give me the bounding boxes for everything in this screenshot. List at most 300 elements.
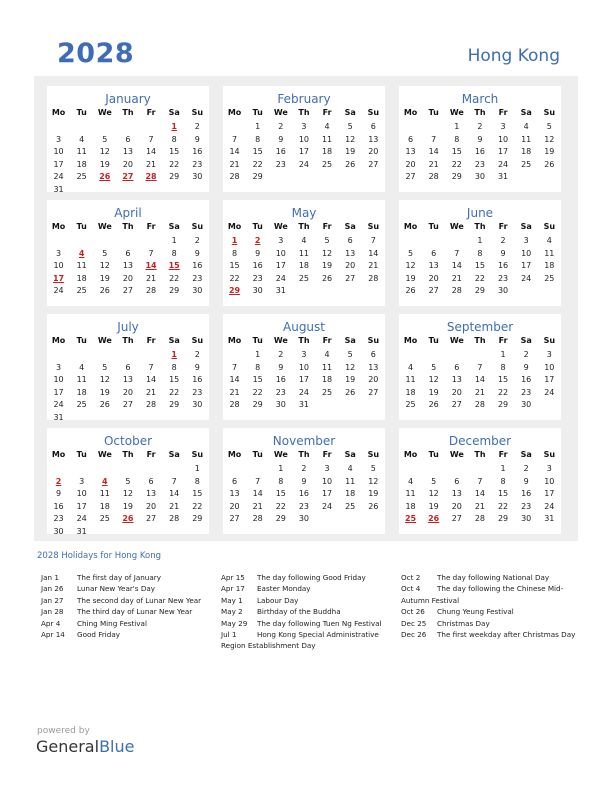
weekday-label: We xyxy=(273,222,288,231)
day-cell: 4 xyxy=(79,134,85,144)
day-cell: 13 xyxy=(428,261,439,271)
weekday-label: Su xyxy=(543,108,556,117)
day-cell: 20 xyxy=(368,147,379,157)
day-cell: 12 xyxy=(99,261,110,271)
holiday-entry xyxy=(41,618,221,629)
weekday-label: Fr xyxy=(146,108,156,117)
day-cell: 10 xyxy=(53,375,64,385)
day-cell: 25 xyxy=(76,172,87,182)
weekday-label: Mo xyxy=(51,222,66,231)
weekday-label: Sa xyxy=(520,450,532,459)
week-row xyxy=(47,122,209,134)
empty-day-cell xyxy=(163,413,186,425)
day-cell: 19 xyxy=(368,489,379,499)
empty-day-cell xyxy=(316,514,339,526)
day-cell: 17 xyxy=(544,489,555,499)
day-cell: 4 xyxy=(408,362,414,372)
day-cell: 30 xyxy=(192,286,203,296)
day-cell: 1 xyxy=(255,122,261,131)
day-cell: 15 xyxy=(497,375,509,385)
day-cell: 21 xyxy=(252,501,263,511)
empty-day-cell xyxy=(116,527,139,539)
day-cell: 16 xyxy=(192,261,203,271)
day-cell: 27 xyxy=(122,400,134,410)
day-cell: 29 xyxy=(169,286,180,296)
day-cell: 3 xyxy=(500,122,506,131)
day-cell: 30 xyxy=(521,514,532,524)
holiday-name: The day following Tuen Ng Festival xyxy=(257,618,382,628)
empty-day-cell xyxy=(339,400,362,412)
day-cell: 1 xyxy=(194,464,200,473)
week-row xyxy=(399,135,561,147)
month-name: April xyxy=(114,206,142,220)
day-cell: 24 xyxy=(497,159,509,169)
holiday-entry xyxy=(41,629,221,640)
holiday-name: Hong Kong Special Administrative Region Establishment Day xyxy=(221,630,379,651)
day-cell: 4 xyxy=(78,248,85,258)
day-cell: 14 xyxy=(229,375,240,385)
day-cell: 2 xyxy=(194,350,200,359)
empty-day-cell xyxy=(362,286,385,298)
day-cell: 2 xyxy=(500,236,506,245)
day-cell: 23 xyxy=(275,159,286,169)
empty-day-cell xyxy=(93,527,116,539)
day-cell: 18 xyxy=(321,375,333,385)
day-cell: 25 xyxy=(99,514,110,524)
week-row xyxy=(223,350,385,362)
day-cell: 13 xyxy=(368,362,379,372)
weekday-label: Tu xyxy=(428,450,439,459)
holiday-date: May 29 xyxy=(221,618,248,628)
empty-day-cell xyxy=(93,413,116,425)
day-cell: 1 xyxy=(171,236,177,245)
day-cell: 27 xyxy=(451,400,462,410)
day-cell: 12 xyxy=(99,375,110,385)
week-row xyxy=(399,249,561,261)
day-cell: 3 xyxy=(56,362,62,372)
day-cell: 21 xyxy=(145,273,157,283)
day-cell: 5 xyxy=(408,248,414,258)
day-cell: 5 xyxy=(347,350,353,359)
day-cell: 9 xyxy=(523,476,529,486)
day-cell: 31 xyxy=(275,286,286,296)
empty-day-cell xyxy=(47,464,70,476)
day-cell: 23 xyxy=(192,159,203,169)
day-cell: 8 xyxy=(171,362,177,372)
holidays-title: 2028 Holidays for Hong Kong xyxy=(37,551,162,561)
day-cell: 24 xyxy=(76,514,87,524)
holiday-entry xyxy=(41,572,221,583)
day-cell: 15 xyxy=(169,147,180,157)
week-row xyxy=(47,274,209,286)
empty-day-cell xyxy=(515,172,538,184)
day-cell: 23 xyxy=(521,501,532,511)
day-cell: 10 xyxy=(544,362,555,372)
week-row xyxy=(223,274,385,286)
weekday-label: We xyxy=(97,108,112,117)
empty-day-cell xyxy=(47,350,70,362)
day-cell: 20 xyxy=(229,501,240,511)
weekday-label: Sa xyxy=(520,336,532,345)
day-cell: 30 xyxy=(192,172,203,182)
weekday-label: Fr xyxy=(498,450,508,459)
holiday-entry xyxy=(401,606,581,617)
day-cell: 11 xyxy=(321,134,333,144)
day-cell: 18 xyxy=(544,261,555,271)
weekday-label: Su xyxy=(543,336,556,345)
day-cell: 5 xyxy=(546,122,552,131)
day-cell: 7 xyxy=(431,134,437,144)
weekday-label: Sa xyxy=(168,450,180,459)
day-cell: 3 xyxy=(546,350,552,359)
empty-day-cell xyxy=(399,350,422,362)
holiday-date: Jan 26 xyxy=(41,584,64,594)
brand-part-1: General xyxy=(36,737,100,756)
day-cell: 22 xyxy=(192,501,203,511)
weekday-header xyxy=(399,222,561,234)
day-cell: 21 xyxy=(368,261,379,271)
week-row xyxy=(223,514,385,526)
weekday-label: Mo xyxy=(227,222,242,231)
day-cell: 28 xyxy=(145,172,157,182)
day-cell: 23 xyxy=(192,273,203,283)
day-cell: 20 xyxy=(451,387,462,397)
day-cell: 23 xyxy=(298,501,310,511)
empty-day-cell xyxy=(186,185,209,197)
weekday-label: Mo xyxy=(227,450,242,459)
weekday-label: Th xyxy=(298,222,310,231)
weekday-label: Su xyxy=(367,336,380,345)
day-cell: 15 xyxy=(474,261,486,271)
day-cell: 11 xyxy=(544,248,555,258)
day-cell: 22 xyxy=(169,159,180,169)
day-cell: 6 xyxy=(232,476,238,486)
weekday-label: Fr xyxy=(322,336,332,345)
week-row xyxy=(399,274,561,286)
week-row xyxy=(223,286,385,298)
weekday-label: Mo xyxy=(227,336,242,345)
day-cell: 3 xyxy=(56,134,62,144)
day-cell: 10 xyxy=(497,134,509,144)
day-cell: 24 xyxy=(298,159,310,169)
weekday-label: Th xyxy=(122,108,134,117)
week-row xyxy=(399,489,561,501)
day-cell: 13 xyxy=(405,147,416,157)
week-row xyxy=(47,350,209,362)
week-row xyxy=(223,172,385,184)
day-cell: 17 xyxy=(53,387,64,397)
day-cell: 3 xyxy=(301,122,307,131)
week-row xyxy=(399,363,561,375)
day-cell: 17 xyxy=(497,147,509,157)
day-cell: 29 xyxy=(228,286,241,296)
month-name: August xyxy=(283,320,325,334)
day-cell: 20 xyxy=(405,159,416,169)
holiday-name: The first day of January xyxy=(77,573,161,582)
day-cell: 13 xyxy=(229,489,240,499)
week-row xyxy=(223,502,385,514)
day-cell: 14 xyxy=(145,261,157,271)
day-cell: 22 xyxy=(275,501,286,511)
day-cell: 8 xyxy=(500,476,506,486)
day-cell: 16 xyxy=(521,375,532,385)
week-row xyxy=(223,160,385,172)
weekday-label: Tu xyxy=(428,222,439,231)
holiday-entry xyxy=(401,572,581,583)
day-cell: 26 xyxy=(428,400,439,410)
day-cell: 12 xyxy=(345,134,356,144)
day-cell: 19 xyxy=(544,147,555,157)
empty-day-cell xyxy=(140,185,163,197)
day-cell: 28 xyxy=(169,514,180,524)
week-row xyxy=(223,477,385,489)
holiday-entry xyxy=(221,629,401,652)
day-cell: 1 xyxy=(477,236,483,245)
weekday-label: Su xyxy=(191,108,204,117)
day-cell: 26 xyxy=(99,172,111,182)
month-name: October xyxy=(103,434,153,448)
day-cell: 21 xyxy=(229,159,240,169)
day-cell: 1 xyxy=(454,122,460,131)
weekday-label: Tu xyxy=(252,450,263,459)
week-row xyxy=(223,363,385,375)
day-cell: 27 xyxy=(345,273,356,283)
week-row xyxy=(399,286,561,298)
week-row xyxy=(223,261,385,273)
day-cell: 25 xyxy=(404,514,417,524)
empty-day-cell xyxy=(223,350,246,362)
day-cell: 31 xyxy=(298,400,310,410)
holiday-name: Ching Ming Festival xyxy=(77,618,147,628)
day-cell: 9 xyxy=(278,134,284,144)
day-cell: 25 xyxy=(76,286,87,296)
empty-day-cell xyxy=(140,122,163,134)
empty-day-cell xyxy=(116,413,139,425)
week-row xyxy=(47,160,209,172)
day-cell: 12 xyxy=(428,489,439,499)
month-name: June xyxy=(466,206,494,220)
empty-day-cell xyxy=(163,185,186,197)
day-cell: 18 xyxy=(298,261,310,271)
empty-day-cell xyxy=(422,350,445,362)
empty-day-cell xyxy=(70,122,93,134)
weekday-header xyxy=(223,336,385,348)
weekday-label: Mo xyxy=(403,336,418,345)
day-cell: 7 xyxy=(148,134,154,144)
day-cell: 16 xyxy=(497,261,509,271)
empty-day-cell xyxy=(140,413,163,425)
day-cell: 10 xyxy=(76,489,87,499)
day-cell: 26 xyxy=(428,514,440,524)
month-march xyxy=(399,86,561,192)
day-cell: 8 xyxy=(171,248,177,258)
day-cell: 2 xyxy=(55,476,62,486)
empty-day-cell xyxy=(468,350,491,362)
weekday-header xyxy=(47,450,209,462)
holiday-date: Oct 4 xyxy=(401,584,421,594)
day-cell: 21 xyxy=(145,159,157,169)
empty-day-cell xyxy=(70,413,93,425)
empty-day-cell xyxy=(140,464,163,476)
day-cell: 14 xyxy=(474,489,486,499)
day-cell: 25 xyxy=(544,273,555,283)
holiday-entry xyxy=(401,618,581,629)
day-cell: 26 xyxy=(345,387,356,397)
day-cell: 26 xyxy=(122,514,134,524)
weekday-label: We xyxy=(97,450,112,459)
empty-day-cell xyxy=(246,464,269,476)
weekday-label: Mo xyxy=(227,108,242,117)
powered-by-text: powered by xyxy=(37,726,90,736)
holiday-name: Labour Day xyxy=(257,595,299,605)
week-row xyxy=(399,122,561,134)
empty-day-cell xyxy=(538,286,561,298)
week-row xyxy=(399,400,561,412)
day-cell: 5 xyxy=(324,236,330,245)
day-cell: 28 xyxy=(145,400,157,410)
day-cell: 24 xyxy=(53,286,64,296)
day-cell: 29 xyxy=(169,400,180,410)
holiday-date: Apr 17 xyxy=(221,584,245,594)
weekday-label: Tu xyxy=(76,336,87,345)
day-cell: 21 xyxy=(428,159,439,169)
day-cell: 4 xyxy=(408,476,414,486)
day-cell: 29 xyxy=(252,400,263,410)
week-row xyxy=(47,261,209,273)
weekday-header xyxy=(47,222,209,234)
weekday-label: Tu xyxy=(252,108,263,117)
day-cell: 13 xyxy=(451,375,462,385)
day-cell: 17 xyxy=(544,375,555,385)
empty-day-cell xyxy=(116,236,139,248)
day-cell: 13 xyxy=(122,147,134,157)
day-cell: 28 xyxy=(252,514,263,524)
weekday-label: Sa xyxy=(344,222,356,231)
day-cell: 24 xyxy=(53,400,64,410)
holiday-date: Dec 25 xyxy=(401,618,427,628)
week-row xyxy=(47,477,209,489)
empty-day-cell xyxy=(93,350,116,362)
week-row xyxy=(223,489,385,501)
weekday-label: Mo xyxy=(403,450,418,459)
month-name: September xyxy=(446,320,514,334)
day-cell: 5 xyxy=(102,362,108,372)
day-cell: 7 xyxy=(171,476,177,486)
day-cell: 12 xyxy=(321,248,333,258)
holiday-name: The third day of Lunar New Year xyxy=(77,607,193,617)
day-cell: 23 xyxy=(474,159,486,169)
day-cell: 3 xyxy=(523,236,529,245)
day-cell: 30 xyxy=(192,400,203,410)
brand-part-2: Blue xyxy=(99,737,135,756)
day-cell: 2 xyxy=(523,464,529,473)
day-cell: 8 xyxy=(477,248,483,258)
day-cell: 24 xyxy=(275,273,286,283)
week-row xyxy=(47,375,209,387)
weekday-label: We xyxy=(449,450,464,459)
day-cell: 9 xyxy=(194,134,200,144)
empty-day-cell xyxy=(292,286,315,298)
week-row xyxy=(399,147,561,159)
weekday-label: Su xyxy=(191,336,204,345)
day-cell: 1 xyxy=(278,464,284,473)
day-cell: 19 xyxy=(345,375,356,385)
day-cell: 24 xyxy=(298,387,310,397)
week-row xyxy=(223,375,385,387)
holiday-name: The second day of Lunar New Year xyxy=(77,595,202,605)
day-cell: 22 xyxy=(169,387,180,397)
month-name: May xyxy=(291,206,317,220)
day-cell: 20 xyxy=(368,375,379,385)
week-row xyxy=(399,477,561,489)
weekday-label: Sa xyxy=(168,108,180,117)
day-cell: 9 xyxy=(194,248,200,258)
empty-day-cell xyxy=(163,464,186,476)
day-cell: 29 xyxy=(192,514,203,524)
day-cell: 7 xyxy=(232,134,238,144)
week-row xyxy=(47,502,209,514)
month-july xyxy=(47,314,209,420)
week-row xyxy=(47,527,209,539)
empty-day-cell xyxy=(186,413,209,425)
weekday-label: Th xyxy=(298,450,310,459)
day-cell: 30 xyxy=(474,172,486,182)
day-cell: 25 xyxy=(321,387,333,397)
day-cell: 20 xyxy=(145,501,157,511)
weekday-label: Sa xyxy=(520,222,532,231)
week-row xyxy=(399,160,561,172)
empty-day-cell xyxy=(140,236,163,248)
day-cell: 6 xyxy=(408,134,414,144)
empty-day-cell xyxy=(339,172,362,184)
day-cell: 22 xyxy=(252,387,263,397)
week-row xyxy=(223,236,385,248)
weekday-label: Fr xyxy=(322,222,332,231)
day-cell: 13 xyxy=(368,134,379,144)
holiday-entry xyxy=(221,618,401,629)
empty-day-cell xyxy=(70,464,93,476)
weekday-header xyxy=(223,222,385,234)
week-row xyxy=(47,172,209,184)
weekday-header xyxy=(399,108,561,120)
holiday-date: Apr 4 xyxy=(41,618,61,628)
day-cell: 13 xyxy=(451,489,462,499)
empty-day-cell xyxy=(163,527,186,539)
week-row xyxy=(47,135,209,147)
week-row xyxy=(47,249,209,261)
day-cell: 10 xyxy=(298,362,310,372)
day-cell: 8 xyxy=(454,134,460,144)
empty-day-cell xyxy=(140,527,163,539)
day-cell: 7 xyxy=(255,476,261,486)
day-cell: 18 xyxy=(76,387,87,397)
day-cell: 27 xyxy=(451,514,462,524)
holiday-date: Apr 15 xyxy=(221,573,245,582)
day-cell: 13 xyxy=(145,489,157,499)
month-name: March xyxy=(461,92,499,106)
empty-day-cell xyxy=(116,185,139,197)
day-cell: 10 xyxy=(298,134,310,144)
weekday-label: We xyxy=(97,222,112,231)
week-row xyxy=(47,489,209,501)
week-row xyxy=(223,464,385,476)
holiday-date: Jan 28 xyxy=(41,607,64,617)
weekday-label: Mo xyxy=(403,222,418,231)
holiday-name: Christmas Day xyxy=(437,618,490,628)
month-may xyxy=(223,200,385,306)
day-cell: 19 xyxy=(405,273,416,283)
empty-day-cell xyxy=(316,400,339,412)
